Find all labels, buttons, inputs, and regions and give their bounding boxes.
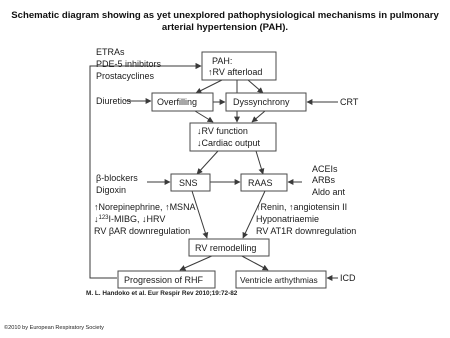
- beta-symbol: β: [108, 226, 115, 236]
- down-arrow-icon: ↓: [142, 214, 147, 224]
- down-arrow-icon: ↓: [197, 138, 202, 148]
- node-overfilling: [152, 93, 213, 111]
- label-arbs: ARBs: [312, 175, 336, 185]
- label-digoxin: Digoxin: [96, 185, 127, 195]
- figure-title-line1: Schematic diagram showing as yet unexplored pathophysiological mechanisms in pulmonary: [11, 10, 439, 21]
- label-pde5: PDE-5 inhibitors: [96, 59, 162, 69]
- up-arrow-icon: ↑: [94, 202, 99, 212]
- node-pah-line1: PAH:: [212, 56, 233, 66]
- up-arrow-icon: ↑: [165, 202, 170, 212]
- node-progression-rhf: [118, 271, 215, 288]
- node-sns-label: SNS: [179, 178, 198, 188]
- arrow-sns-to-remodelling: [192, 191, 207, 238]
- node-rv-remodelling-label: RV remodelling: [195, 243, 257, 253]
- node-rv-remodelling: [189, 239, 269, 256]
- label-therapies-pah: [96, 47, 162, 81]
- label-hyponatriaemie: Hyponatriaemie: [256, 214, 320, 224]
- label-rv-ar-downregulation: AR downregulation: [114, 226, 191, 236]
- beta-symbol: β: [96, 173, 102, 183]
- label-prostacyclines: Prostacyclines: [96, 71, 155, 81]
- node-rvfunction-line1: RV function: [201, 126, 248, 136]
- label-beta-blockers: -blockers: [101, 173, 138, 183]
- node-raas-label: RAAS: [248, 178, 273, 188]
- up-arrow-icon: ↑: [289, 202, 294, 212]
- label-acei: ACEIs: [312, 164, 338, 174]
- node-pah: [202, 52, 276, 80]
- copyright-notice: ©2010 by European Respiratory Society: [4, 325, 104, 331]
- figure-title-line2: arterial hypertension (PAH).: [161, 22, 289, 33]
- svg-text:RV βAR downregulation: [94, 226, 190, 236]
- svg-text:↑Norepinephrine, ↑MSNA: [94, 202, 196, 212]
- up-arrow-icon: ↑: [256, 202, 261, 212]
- node-ventricle-arrhythmias-label: Ventricle arthythmias: [240, 275, 318, 285]
- label-etras: ETRAs: [96, 47, 125, 57]
- label-sns-markers: [94, 202, 196, 236]
- arrow-rvfunction-to-raas: [256, 151, 263, 174]
- down-arrow-icon: ↓: [197, 126, 202, 136]
- node-overfilling-label: Overfilling: [157, 97, 198, 107]
- arrow-pah-to-overfilling: [196, 80, 222, 93]
- svg-text:↑RV afterload: [208, 67, 262, 77]
- label-aldo: Aldo ant: [312, 187, 346, 197]
- label-mibg: I-MIBG,: [108, 214, 140, 224]
- label-diuretics: Diuretics: [96, 96, 132, 106]
- node-raas: [241, 174, 287, 191]
- label-raas-markers: [256, 202, 356, 236]
- node-ventricle-arrhythmias: [236, 271, 326, 288]
- label-crt: CRT: [340, 97, 359, 107]
- label-rv-prefix: RV: [94, 226, 107, 236]
- node-progression-rhf-label: Progression of RHF: [124, 275, 204, 285]
- label-angiotensin: angiotensin II: [293, 202, 348, 212]
- label-icd: ICD: [340, 273, 356, 283]
- label-therapies-raas: [312, 164, 346, 197]
- label-renin: Renin,: [260, 202, 287, 212]
- arrow-rvfunction-to-sns: [197, 151, 218, 174]
- svg-text:↓123I-MIBG, ↓HRV: [94, 214, 165, 224]
- svg-text:↑Renin, ↑angiotensin II: [256, 202, 347, 212]
- node-dyssynchrony: [226, 93, 306, 111]
- node-rvfunction-line2: Cardiac output: [201, 138, 261, 148]
- label-mibg-superscript: 123: [98, 215, 109, 221]
- node-dyssynchrony-label: Dyssynchrony: [233, 97, 290, 107]
- citation: M. L. Handoko et al. Eur Respir Rev 2010;19:72-82: [86, 290, 238, 297]
- arrow-remodelling-to-rhf: [180, 255, 214, 270]
- down-arrow-icon: ↓: [94, 214, 99, 224]
- svg-text:↓Cardiac output: [197, 138, 261, 148]
- label-therapies-sns: [96, 173, 138, 195]
- arrow-pah-to-dyssynchrony: [248, 80, 263, 93]
- label-rv-at1r: RV AT1R downregulation: [256, 226, 357, 236]
- label-hrv: HRV: [146, 214, 166, 224]
- arrow-dyssynchrony-to-rvfunction: [252, 111, 265, 122]
- arrow-remodelling-to-arrhythmias: [240, 255, 268, 270]
- node-rvfunction: [190, 123, 276, 151]
- node-pah-line2: RV afterload: [212, 67, 263, 77]
- svg-text:β-blockers: [96, 173, 138, 183]
- up-arrow-icon: ↑: [208, 67, 213, 77]
- node-sns: [171, 174, 210, 191]
- svg-text:↓RV function: [197, 126, 248, 136]
- label-msna: MSNA: [169, 202, 196, 212]
- label-norepinephrine: Norepinephrine,: [98, 202, 163, 212]
- arrow-overfilling-to-rvfunction: [195, 111, 213, 122]
